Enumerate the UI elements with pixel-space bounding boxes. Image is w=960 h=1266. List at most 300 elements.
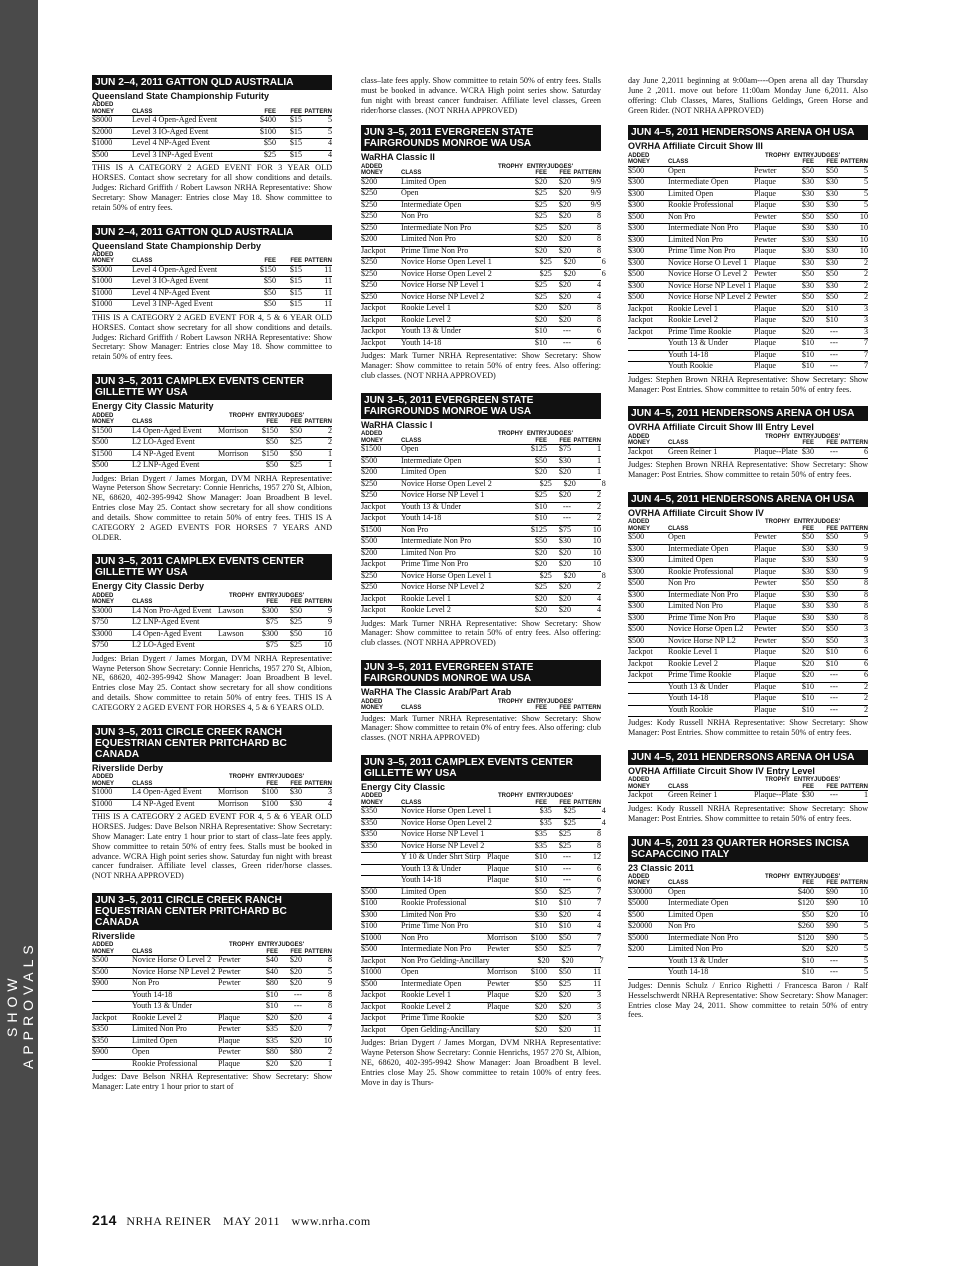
- table-cell: Youth 14-18: [401, 875, 442, 885]
- table-cell: Intermediate Non Pro: [668, 932, 739, 942]
- header-cell: [487, 431, 523, 444]
- listing-header: JUN 3–5, 2011 CIRCLE CREEK RANCH EQUESTRIAN CENTER PRITCHARD BC CANADA: [92, 893, 332, 930]
- table-cell: Prime Time Non Pro: [401, 921, 469, 931]
- table-cell: Plaque: [754, 223, 777, 233]
- header-line: MONEY: [628, 880, 651, 887]
- table-cell: [487, 830, 523, 841]
- table-cell: Plaque: [754, 361, 777, 371]
- table-cell: ---: [293, 989, 302, 999]
- table-row: [92, 641, 332, 653]
- header-line: ENTRY: [793, 152, 814, 159]
- table-cell: $500: [361, 455, 378, 465]
- table-cell: $50: [801, 635, 814, 645]
- table-cell: $20: [558, 909, 571, 919]
- table-cell: Non Pro: [668, 211, 696, 221]
- table-cell: 5: [863, 188, 868, 198]
- table-cell: [487, 922, 523, 933]
- header-cell: [523, 164, 547, 177]
- table-cell: $30: [801, 612, 814, 622]
- table-cell: Pewter: [754, 292, 777, 302]
- table-cell: 8: [327, 1001, 332, 1011]
- header-cell: [754, 153, 790, 166]
- table-cell: Non Pro: [401, 211, 429, 221]
- table-cell: $50: [289, 628, 302, 638]
- table-cell: $30: [825, 188, 838, 198]
- table-cell: 10: [323, 640, 332, 650]
- table-cell: Rookie Level 2: [668, 315, 718, 325]
- table-cell: Rookie Professional: [668, 566, 734, 576]
- header-line: ENTRY: [257, 774, 278, 781]
- table-row: [361, 468, 601, 480]
- table-cell: $350: [361, 840, 378, 850]
- table-row: [628, 178, 868, 190]
- table-cell: [492, 270, 528, 281]
- table-cell: Pewter: [218, 966, 241, 976]
- table-cell: Non Pro: [668, 921, 696, 931]
- table-cell: 8: [601, 570, 606, 580]
- table-row: [628, 316, 868, 328]
- table-cell: $125: [530, 524, 547, 534]
- table-cell: $250: [361, 280, 378, 290]
- header-cell: [628, 777, 668, 790]
- table-cell: Youth 13 & Under: [668, 681, 729, 691]
- table-row: [628, 968, 868, 980]
- header-line: CLASS: [668, 159, 689, 166]
- table-cell: 3: [596, 1013, 601, 1023]
- table-cell: 2: [863, 257, 868, 267]
- header-line: TROPHY: [228, 774, 254, 781]
- table-cell: 8: [596, 245, 601, 255]
- table-cell: ---: [562, 863, 571, 873]
- table-cell: Plaque: [487, 990, 510, 1000]
- header-cell: [278, 774, 305, 787]
- table-cell: 7: [596, 886, 601, 896]
- table-cell: 7: [863, 361, 868, 371]
- table-cell: Plaque: [754, 280, 777, 290]
- table-cell: [487, 293, 523, 304]
- table-cell: $300: [628, 280, 645, 290]
- table-cell: $80: [265, 1047, 278, 1057]
- table-cell: $10: [558, 898, 571, 908]
- table-cell: $5000: [628, 932, 649, 942]
- table-cell: 10: [859, 886, 868, 896]
- table-cell: $50: [801, 578, 814, 588]
- table-cell: $1000: [92, 787, 113, 797]
- header-cell: [487, 164, 523, 177]
- table-cell: $25: [534, 280, 547, 290]
- header-line: ADDED: [92, 102, 114, 109]
- table-cell: Limited Non Pro: [401, 547, 456, 557]
- show-listing: [628, 76, 868, 115]
- show-listing: [92, 893, 332, 1092]
- table-cell: Pewter: [754, 532, 777, 542]
- table-cell: Rookie Level 2: [401, 605, 451, 615]
- header-line: ADDED: [628, 873, 650, 880]
- table-cell: $50: [265, 460, 278, 470]
- table-cell: [487, 235, 523, 246]
- table-cell: Jackpot: [361, 1024, 386, 1034]
- table-cell: L4 NP-Aged Event: [132, 798, 195, 808]
- table-cell: $500: [92, 437, 109, 447]
- listing-notes: class–late fees apply. Show committee to retain 50% of entry fees. Stalls must be booked in advance. WCRA High point series show. Saturday fun night with breast cancer fundraiser. Affiliate level classes, Green rider/horse classes. (NOT NRHA APPROVED): [361, 76, 601, 115]
- table-cell: $300: [628, 246, 645, 256]
- table-cell: 7: [599, 955, 604, 965]
- table-cell: [487, 888, 523, 899]
- header-cell: [547, 431, 574, 444]
- table-cell: [487, 281, 523, 292]
- table-cell: 3: [327, 787, 332, 797]
- table-cell: 12: [592, 852, 601, 862]
- header-cell: [92, 593, 132, 606]
- table-cell: $80: [265, 978, 278, 988]
- table-cell: $30: [801, 543, 814, 553]
- header-cell: [254, 774, 278, 787]
- table-cell: Plaque: [218, 1058, 241, 1068]
- table-cell: $10: [801, 338, 814, 348]
- table-cell: Pewter: [218, 978, 241, 988]
- table-cell: Rookie Level 1: [401, 990, 451, 1000]
- table-header-row: [92, 413, 332, 427]
- table-cell: Youth 13 & Under: [668, 338, 729, 348]
- table-cell: [628, 683, 668, 694]
- table-cell: [628, 706, 668, 717]
- show-name: WaRHA The Classic Arab/Part Arab: [361, 687, 512, 698]
- table-cell: $20: [558, 245, 571, 255]
- table-cell: Limited Open: [401, 886, 447, 896]
- header-line: ADDED: [628, 433, 650, 440]
- header-line: MONEY: [361, 799, 384, 806]
- listing-notes: THIS IS A CATEGORY 2 AGED EVENT FOR 4, 5 & 6 YEAR OLD HORSES. Contact show secretary for all show conditions and details. Judges: Richard Griffith / Robert Lawson NRHA Representative: Show Secretary: Show Manager: Entries close May 18. Show committee to retain 50% of entry fees.: [92, 312, 332, 362]
- table-cell: Rookie Level 1: [401, 303, 451, 313]
- table-cell: Jackpot: [92, 1012, 117, 1022]
- header-line: FEE: [826, 525, 838, 532]
- table-cell: Limited Non Pro: [668, 944, 723, 954]
- header-cell: [668, 777, 754, 790]
- table-cell: 6: [596, 875, 601, 885]
- table-cell: $20: [558, 176, 571, 186]
- table-cell: Pewter: [754, 269, 777, 279]
- table-cell: $30: [801, 246, 814, 256]
- table-cell: 5: [863, 165, 868, 175]
- table-cell: 11: [324, 276, 332, 286]
- table-cell: $50: [534, 536, 547, 546]
- table-cell: Limited Open: [132, 1035, 178, 1045]
- table-cell: $250: [361, 257, 378, 267]
- table-cell: $10: [801, 681, 814, 691]
- header-line: FEE: [826, 880, 838, 887]
- table-cell: 1: [596, 455, 601, 465]
- header-line: [754, 440, 790, 447]
- table-cell: $200: [361, 547, 378, 557]
- table-cell: Intermediate Non Pro: [401, 944, 472, 954]
- table-cell: $20: [801, 303, 814, 313]
- header-line: PATTERN: [304, 419, 332, 426]
- listing-notes: Judges: Mark Turner NRHA Representative: Show Secretary: Show Manager: Show committee to retain 50% of entry fees. Also offering: club classes. (NOT NRHA APPROVED): [361, 618, 601, 648]
- table-cell: [361, 876, 401, 887]
- table-cell: $25: [534, 490, 547, 500]
- table-cell: 11: [593, 978, 601, 988]
- header-line: ADDED: [92, 251, 114, 258]
- table-cell: $20: [534, 1001, 547, 1011]
- header-cell: [401, 699, 487, 712]
- listing-header: JUN 3–5, 2011 EVERGREEN STATE FAIRGROUNDS MONROE WA USA: [361, 125, 601, 151]
- table-cell: Plaque: [754, 555, 777, 565]
- table-cell: 10: [592, 547, 601, 557]
- table-cell: Pewter: [754, 578, 777, 588]
- table-cell: $20: [801, 647, 814, 657]
- table-cell: ---: [829, 967, 838, 977]
- table-cell: 10: [592, 536, 601, 546]
- header-cell: [132, 942, 218, 955]
- table-cell: 2: [863, 693, 868, 703]
- table-cell: [487, 537, 523, 548]
- table-cell: 8: [863, 578, 868, 588]
- table-cell: $10: [825, 658, 838, 668]
- table-cell: $15: [289, 264, 302, 274]
- table-cell: 6: [863, 670, 868, 680]
- table-cell: ---: [829, 326, 838, 336]
- table-cell: [487, 1026, 523, 1037]
- header-cell: [571, 699, 601, 712]
- table-header-row: [92, 593, 332, 607]
- header-line: MONEY: [92, 780, 115, 787]
- table-cell: $50: [263, 138, 276, 148]
- table-cell: ---: [829, 790, 838, 800]
- table-cell: $3000: [92, 605, 113, 615]
- table-cell: $350: [361, 806, 378, 816]
- table-row: [92, 151, 332, 163]
- table-cell: Plaque: [754, 257, 777, 267]
- table-cell: $30: [801, 223, 814, 233]
- header-cell: [668, 874, 754, 887]
- table-cell: 4: [327, 798, 332, 808]
- table-cell: Lawson: [218, 605, 244, 615]
- table-cell: ---: [829, 955, 838, 965]
- table-cell: 4: [596, 921, 601, 931]
- table-row: [361, 514, 601, 526]
- table-cell: Plaque: [754, 188, 777, 198]
- header-line: FEE: [290, 419, 302, 426]
- table-cell: 10: [859, 909, 868, 919]
- table-cell: ---: [829, 704, 838, 714]
- header-line: PATTERN: [304, 108, 332, 115]
- table-cell: Limited Open: [401, 176, 447, 186]
- table-cell: Pewter: [754, 234, 777, 244]
- header-line: TROPHY: [497, 793, 523, 800]
- table-cell: $25: [539, 257, 552, 267]
- table-cell: $20: [534, 547, 547, 557]
- table-row: [361, 1026, 601, 1038]
- table-cell: Plaque: [487, 875, 510, 885]
- table-cell: Novice Horse Open Level 1: [401, 806, 492, 816]
- table-cell: Plaque: [754, 670, 777, 680]
- header-line: TROPHY: [497, 431, 523, 438]
- table-cell: $50: [534, 944, 547, 954]
- header-cell: [278, 942, 305, 955]
- table-cell: $125: [530, 444, 547, 454]
- header-line: CLASS: [668, 880, 689, 887]
- table-cell: Novice Horse NP Level 1: [401, 490, 485, 500]
- table-cell: 6: [601, 268, 606, 278]
- table-cell: Jackpot: [361, 245, 386, 255]
- header-cell: [92, 252, 132, 265]
- website-link[interactable]: www.nrha.com: [291, 1214, 371, 1228]
- header-line: MONEY: [92, 599, 115, 606]
- table-cell: $50: [801, 269, 814, 279]
- table-cell: $20: [534, 467, 547, 477]
- table-cell: 2: [863, 269, 868, 279]
- table-cell: 9/9: [590, 188, 601, 198]
- table-cell: Novice Horse NP Level 1: [668, 280, 752, 290]
- table-cell: $25: [558, 944, 571, 954]
- header-line: ADDED: [92, 942, 114, 949]
- column-2: [361, 75, 606, 1100]
- header-line: JUDGES': [547, 698, 574, 705]
- table-cell: $350: [92, 1035, 109, 1045]
- table-cell: [92, 991, 132, 1002]
- table-cell: Novice Horse NP Level 1: [401, 829, 485, 839]
- table-cell: $10: [534, 337, 547, 347]
- table-cell: [487, 911, 523, 922]
- header-line: MONEY: [628, 159, 651, 166]
- show-listing: [361, 393, 606, 648]
- table-cell: [487, 178, 523, 189]
- header-line: MONEY: [628, 783, 651, 790]
- table-cell: $300: [628, 566, 645, 576]
- table-cell: $500: [361, 978, 378, 988]
- header-cell: [668, 434, 754, 447]
- table-header-row: [92, 102, 332, 116]
- table-cell: Plaque: [754, 177, 777, 187]
- table-row: [628, 339, 868, 351]
- table-cell: Novice Horse O Level 2: [132, 955, 212, 965]
- table-cell: 4: [601, 817, 606, 827]
- table-cell: Open: [668, 532, 686, 542]
- table-cell: $100: [261, 798, 278, 808]
- header-line: CLASS: [401, 170, 422, 177]
- table-cell: ---: [562, 337, 571, 347]
- table-cell: Rookie Professional: [132, 1058, 198, 1068]
- table-cell: $300: [361, 909, 378, 919]
- table-cell: $90: [825, 898, 838, 908]
- header-line: PATTERN: [304, 780, 332, 787]
- header-cell: [302, 413, 332, 426]
- table-cell: [361, 865, 401, 876]
- table-cell: $1000: [92, 299, 113, 309]
- table-cell: [754, 945, 790, 956]
- table-cell: Plaque: [487, 863, 510, 873]
- table-cell: Plaque: [754, 647, 777, 657]
- table-cell: Open: [401, 188, 419, 198]
- table-cell: $75: [265, 617, 278, 627]
- header-line: [487, 438, 523, 445]
- header-line: FEE: [264, 108, 276, 115]
- table-cell: Intermediate Open: [668, 543, 729, 553]
- header-cell: [401, 793, 487, 806]
- table-cell: $25: [563, 806, 576, 816]
- table-cell: 5: [863, 932, 868, 942]
- header-line: FEE: [264, 258, 276, 265]
- header-cell: [132, 413, 218, 426]
- header-line: PATTERN: [304, 948, 332, 955]
- table-cell: $50: [263, 299, 276, 309]
- table-cell: L2 LO-Aged Event: [132, 437, 195, 447]
- table-cell: Jackpot: [361, 955, 386, 965]
- table-cell: Morrison: [218, 425, 249, 435]
- table-cell: 2: [863, 292, 868, 302]
- header-cell: [814, 873, 841, 887]
- header-line: CLASS: [668, 440, 689, 447]
- table-cell: Rookie Level 2: [668, 658, 718, 668]
- table-cell: 9: [863, 543, 868, 553]
- listing-header: JUN 4–5, 2011 HENDERSONS ARENA OH USA: [628, 750, 868, 765]
- table-cell: [754, 911, 790, 922]
- table-cell: $500: [92, 966, 109, 976]
- table-cell: 8: [596, 222, 601, 232]
- header-cell: [838, 874, 868, 887]
- table-cell: $50: [825, 269, 838, 279]
- table-cell: $1000: [361, 967, 382, 977]
- table-cell: Plaque: [487, 852, 510, 862]
- table-cell: Limited Non Pro: [668, 234, 723, 244]
- table-cell: $300: [628, 543, 645, 553]
- table-cell: Y 10 & Under Shrt Stirp: [401, 852, 481, 862]
- table-cell: Jackpot: [361, 326, 386, 336]
- listing-header: JUN 3–5, 2011 EVERGREEN STATE FAIRGROUNDS MONROE WA USA: [361, 660, 601, 686]
- table-cell: 9: [863, 566, 868, 576]
- table-cell: $20: [534, 990, 547, 1000]
- table-cell: Pewter: [218, 1047, 241, 1057]
- table-row: [361, 235, 601, 247]
- header-line: TROPHY: [228, 942, 254, 949]
- listing-notes: Judges: Brian Dygert / James Morgan, DVM NRHA Representative: Wayne Peterson Show Secretary: Connie Henrichs, 1957 270 St, Albion, NE, 68620, 402-395-9942 Show Manager: Joan Broadbent B level. Entries close May 25. Show committee to retain 100% of entry fees. Move in day is Thurs-: [361, 1038, 601, 1087]
- table-cell: Prime Time Non Pro: [401, 245, 469, 255]
- table-cell: Intermediate Open: [668, 898, 729, 908]
- header-cell: [547, 793, 574, 806]
- header-line: CLASS: [401, 437, 422, 444]
- table-cell: Green Reiner 1: [668, 446, 718, 456]
- table-cell: 3: [863, 624, 868, 634]
- table-cell: 11: [593, 1024, 601, 1034]
- table-cell: 10: [859, 246, 868, 256]
- table-cell: Jackpot: [361, 990, 386, 1000]
- table-cell: Pewter: [218, 955, 241, 965]
- show-name: Energy City Classic: [361, 782, 446, 793]
- listing-notes: Judges: Stephen Brown NRHA Representative: Show Secretary: Show Manager: Post Entries. Show committee to retain 50% of entry fees.: [628, 374, 868, 394]
- table-cell: Novice Horse NP L2: [668, 635, 736, 645]
- table-cell: $20: [558, 1013, 571, 1023]
- table-row: [361, 583, 601, 595]
- table-cell: Non Pro: [668, 578, 696, 588]
- table-cell: 5: [863, 200, 868, 210]
- header-cell: [242, 102, 276, 115]
- header-cell: [401, 431, 487, 444]
- table-cell: ---: [829, 446, 838, 456]
- table-cell: $30: [801, 280, 814, 290]
- table-cell: $20: [558, 188, 571, 198]
- table-cell: Prime Time Rookie: [668, 326, 732, 336]
- table-cell: 6: [596, 337, 601, 347]
- table-cell: $30: [801, 177, 814, 187]
- table-cell: Jackpot: [628, 446, 653, 456]
- table-cell: Pewter: [754, 635, 777, 645]
- table-cell: Youth 14-18: [668, 693, 709, 703]
- table-cell: 10: [859, 211, 868, 221]
- table-cell: 5: [863, 967, 868, 977]
- header-cell: [361, 793, 401, 806]
- table-cell: Plaque: [754, 246, 777, 256]
- table-cell: $50: [534, 455, 547, 465]
